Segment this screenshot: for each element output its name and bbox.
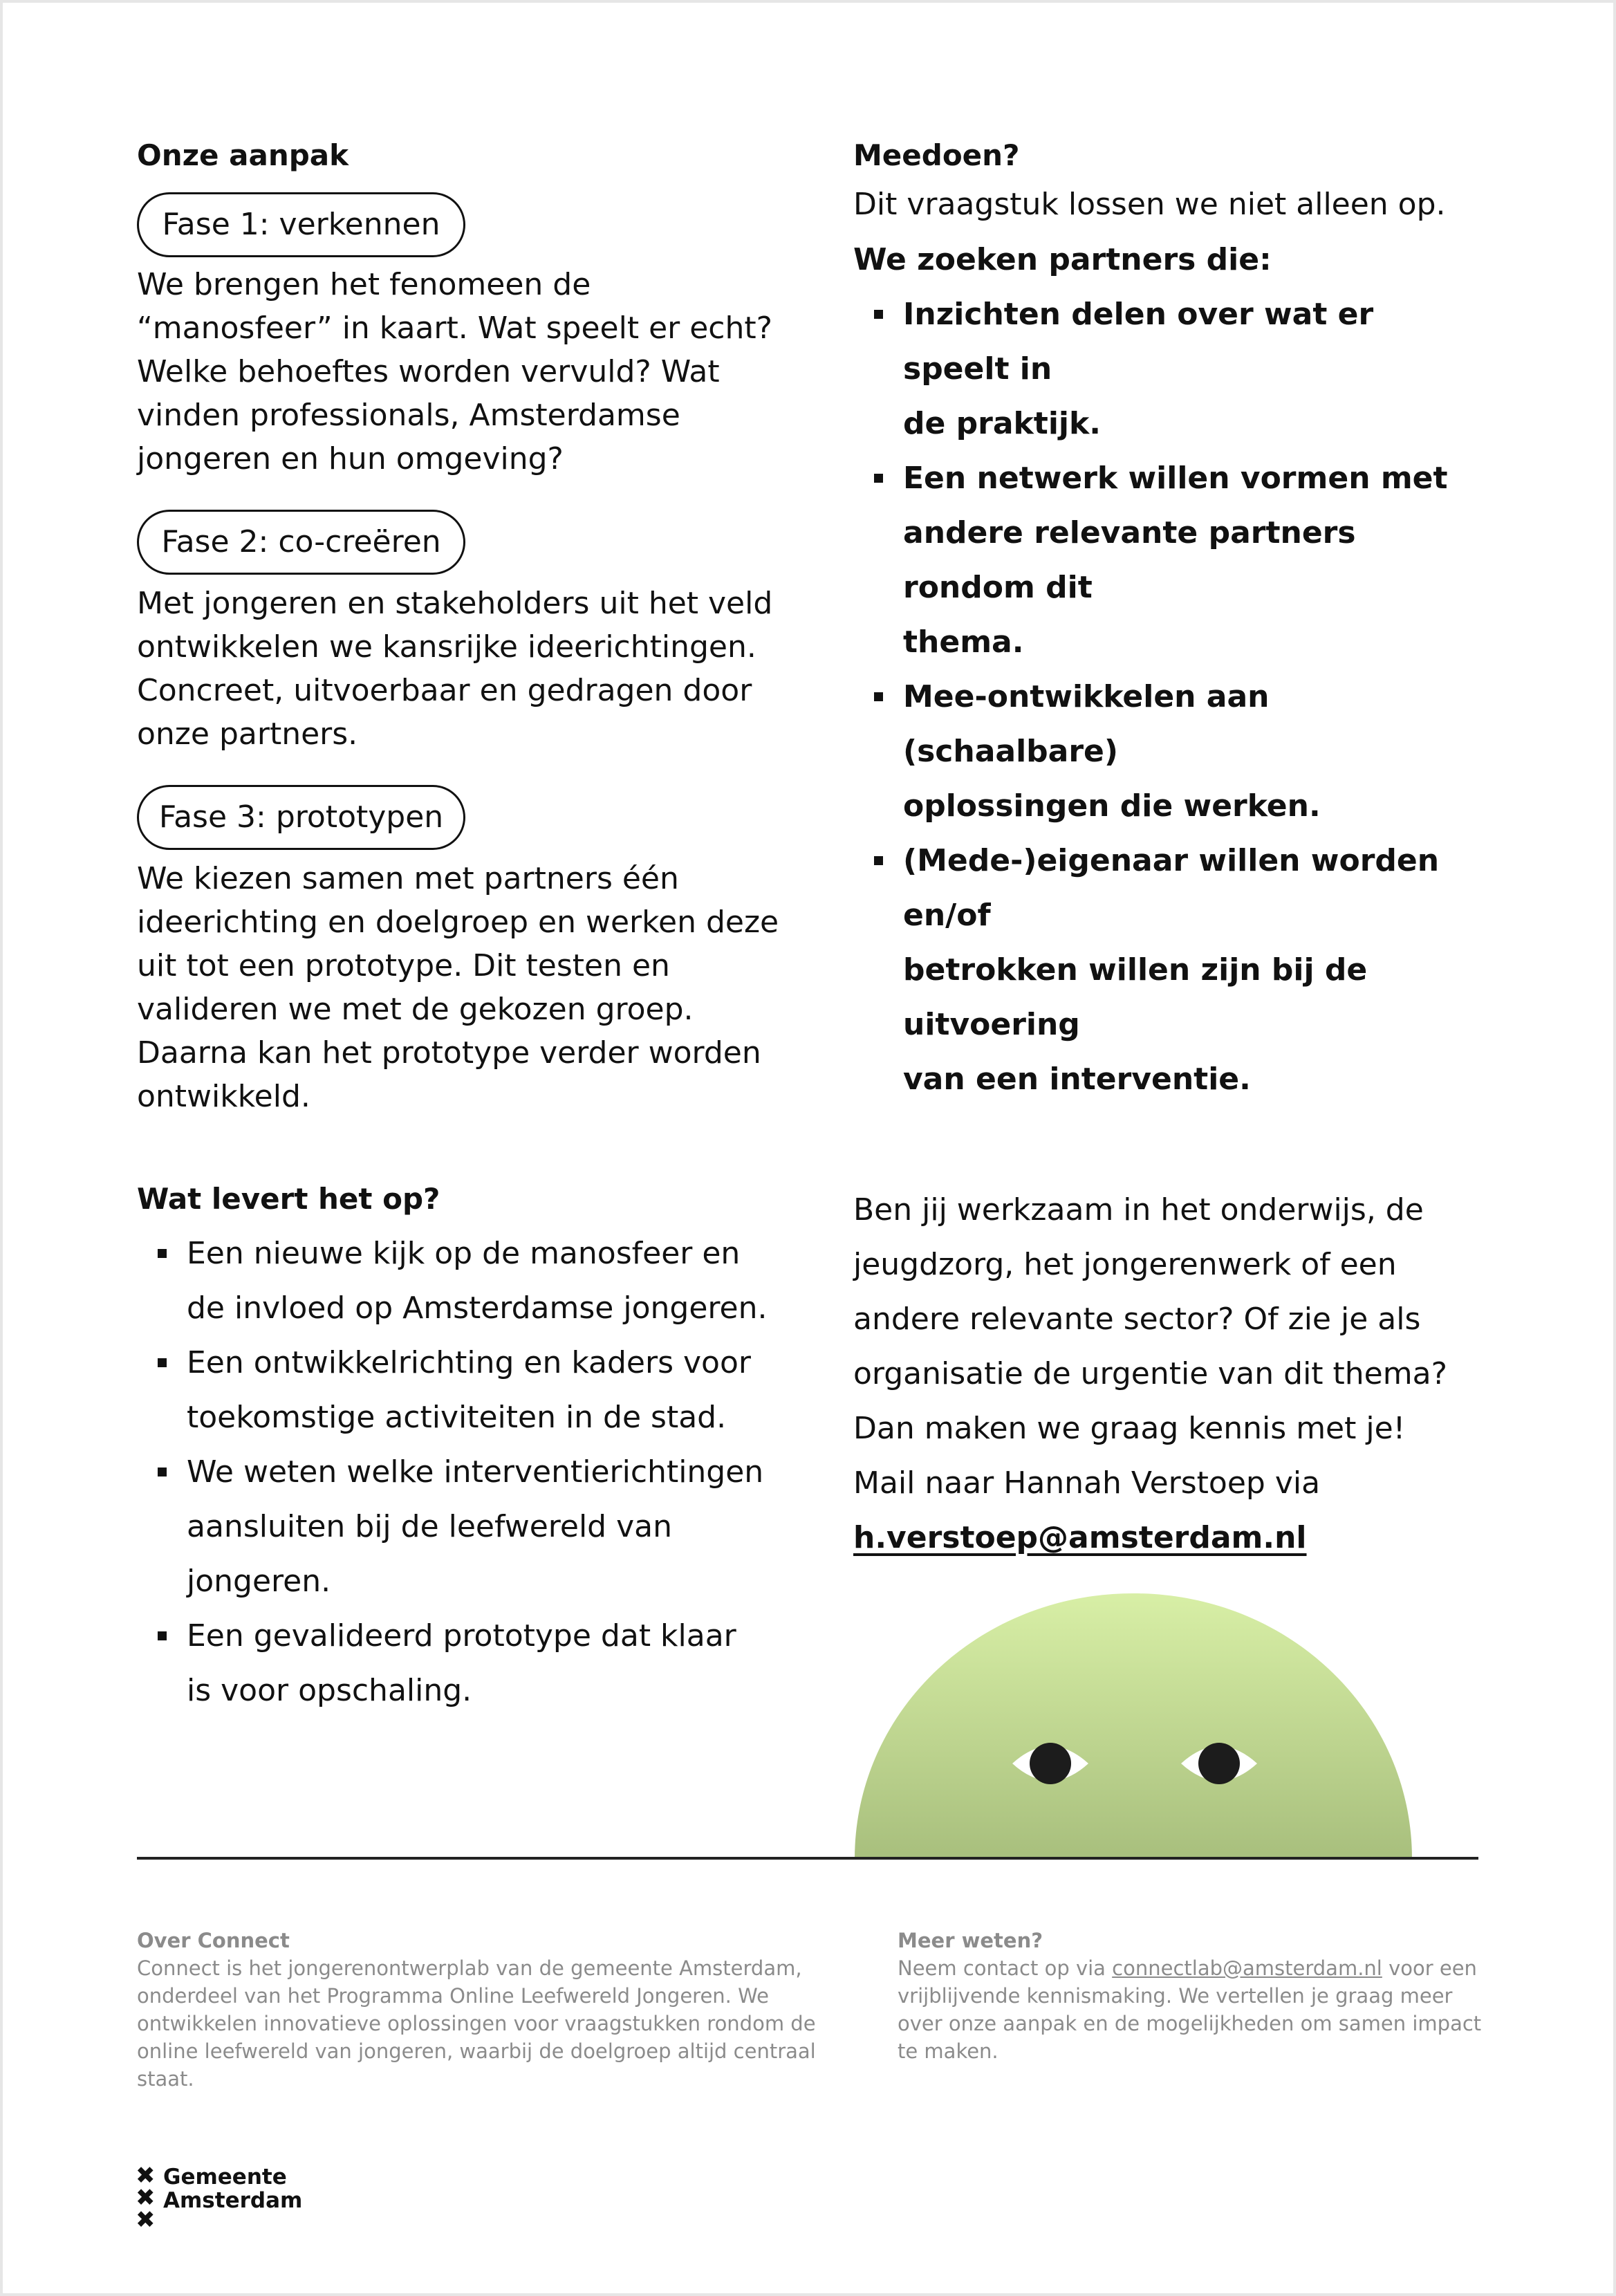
cross-icon: ✖ [136,2206,156,2234]
bullet-square-icon [158,1468,167,1476]
partners-heading: We zoeken partners die: [853,242,1272,277]
result-heading: Wat levert het op? [137,1182,440,1216]
phase-2-text: Met jongeren en stakeholders uit het veld ontwikkelen we kansrijke ideerichtingen. Concreet, uitvoerbaar en gedragen door onze partners. [137,586,773,752]
result-list [137,1226,787,1718]
contact-paragraph: Ben jij werkzaam in het onderwijs, de jeugdzorg, het jongerenwerk of een andere relevante sector? Of zie je als organisatie de urgentie van dit thema? Dan maken we graag kennis met je! Mail naar Hannah Verstoep via h.verstoep@amsterdam.nl [853,1192,1447,1555]
phase-3-pill: Fase 3: prototypen [137,785,465,850]
approach-heading: Onze aanpak [137,138,349,172]
bullet-square-icon [874,474,883,483]
footer-about-text: Connect is het jongerenontwerplab van de gemeente Amsterdam, onderdeel van het Programma Online Leefwereld Jongeren. We ontwikkelen innovatieve oplossingen voor vraagstukken rondom de online leefwereld van jongeren, waarbij de doelgroep altijd centraal staat. [137,1956,816,2091]
bullet-square-icon [874,856,883,865]
list-item: Een netwerk willen vormen met andere relevante partners rondom dit thema. [853,451,1489,669]
list-item: Inzichten delen over wat er speelt in de praktijk. [853,287,1489,451]
footer-about [137,1927,821,2093]
green-mascot-illustration [855,1593,1412,1859]
right-column [853,134,1489,1565]
bullet-square-icon [158,1249,167,1258]
bullet-square-icon [874,692,883,701]
phase-1-pill: Fase 1: verkennen [137,192,465,257]
list-item: Een nieuwe kijk op de manosfeer en de invloed op Amsterdamse jongeren. [137,1226,787,1335]
join-intro: Dit vraagstuk lossen we niet alleen op. [853,187,1446,222]
list-item: (Mede-)eigenaar willen worden en/of betrokken willen zijn bij de uitvoering van een interventie. [853,833,1489,1107]
divider [137,1857,1478,1860]
list-item: Mee-ontwikkelen aan (schaalbare) oplossingen die werken. [853,669,1489,833]
cross-icon: ✖ [136,2184,156,2212]
footer-about-heading: Over Connect [137,1929,290,1952]
cross-icon: ✖ [136,2162,156,2189]
phase-1-text: We brengen het fenomeen de “manosfeer” in kaart. Wat speelt er echt? Welke behoeftes worden vervuld? Wat vinden professionals, Amsterdamse jongeren en hun omgeving? [137,267,772,476]
left-column [137,134,787,1718]
footer-more-text: Neem contact op via connectlab@amsterdam.nl voor een vrijblijvende kennismaking. We vertellen je graag meer over onze aanpak en de mogelijkheden om samen impact te maken. [898,1956,1482,2063]
phase-3-text: We kiezen samen met partners één ideerichting en doelgroep en werken deze uit tot een prototype. Dit testen en valideren we met de gekozen groep. Daarna kan het prototype verder worden ontwikkeld. [137,861,779,1114]
list-item: Een gevalideerd prototype dat klaar is voor opschaling. [137,1609,787,1718]
logo-wordmark: Gemeente Amsterdam [163,2165,303,2213]
contact-email-link[interactable]: h.verstoep@amsterdam.nl [853,1520,1307,1555]
join-heading: Meedoen? [853,138,1020,172]
list-item: Een ontwikkelrichting en kaders voor toekomstige activiteiten in de stad. [137,1335,787,1445]
bullet-square-icon [158,1358,167,1367]
partners-list [853,287,1489,1107]
bullet-square-icon [874,310,883,319]
mascot-body [855,1593,1412,1859]
bullet-square-icon [158,1631,167,1640]
footer-more-heading: Meer weten? [898,1929,1043,1952]
footer-more-info [898,1927,1492,2065]
phase-2-pill: Fase 2: co-creëren [137,510,465,575]
footer-email-link[interactable]: connectlab@amsterdam.nl [1112,1956,1382,1980]
list-item: We weten welke interventierichtingen aansluiten bij de leefwereld van jongeren. [137,1445,787,1609]
